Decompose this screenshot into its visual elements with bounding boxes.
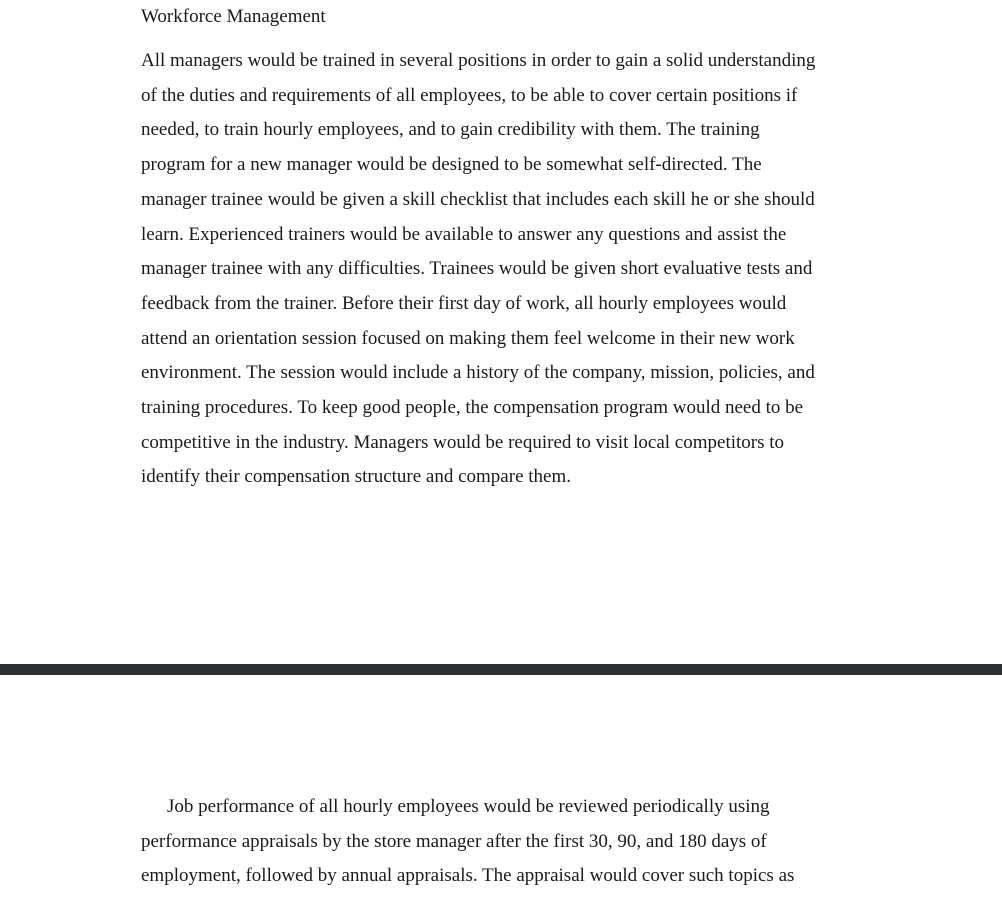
text-line: Job performance of all hourly employees would be reviewed periodically using (167, 796, 770, 817)
text-line: program for a new manager would be designed to be somewhat self-directed. The (141, 154, 762, 176)
text-line: manager trainee would be given a skill checklist that includes each skill he or she should (141, 188, 815, 210)
text-line: All managers would be trained in several positions in order to gain a solid understanding (141, 50, 816, 71)
text-line: identify their compensation structure and compare them. (141, 466, 571, 488)
text-line: environment. The session would include a history of the company, mission, policies, and (141, 362, 815, 384)
page-break-divider (0, 664, 1002, 675)
text-line: manager trainee with any difficulties. Trainees would be given short evaluative tests and (141, 258, 813, 280)
text-line: competitive in the industry. Managers would be required to visit local competitors to (141, 431, 785, 453)
body-paragraph-1 (141, 44, 815, 495)
text-line: of the duties and requirements of all employees, to be able to cover certain positions if (141, 84, 798, 106)
text-line: needed, to train hourly employees, and to gain credibility with them. The training (141, 119, 760, 141)
text-line: performance appraisals by the store manager after the first 30, 90, and 180 days of (141, 830, 767, 852)
section-heading: Workforce Management (141, 6, 326, 27)
document-page-2 (0, 675, 1002, 905)
text-line: learn. Experienced trainers would be available to answer any questions and assist the (141, 223, 787, 245)
text-line: feedback from the trainer. Before their first day of work, all hourly employees would (141, 292, 787, 314)
text-line: employment, followed by annual appraisals. The appraisal would cover such topics as (141, 865, 795, 887)
body-paragraph-2 (141, 790, 794, 894)
text-line: training procedures. To keep good people, the compensation program would need to be (141, 397, 804, 419)
text-line: attend an orientation session focused on making them feel welcome in their new work (141, 327, 795, 349)
